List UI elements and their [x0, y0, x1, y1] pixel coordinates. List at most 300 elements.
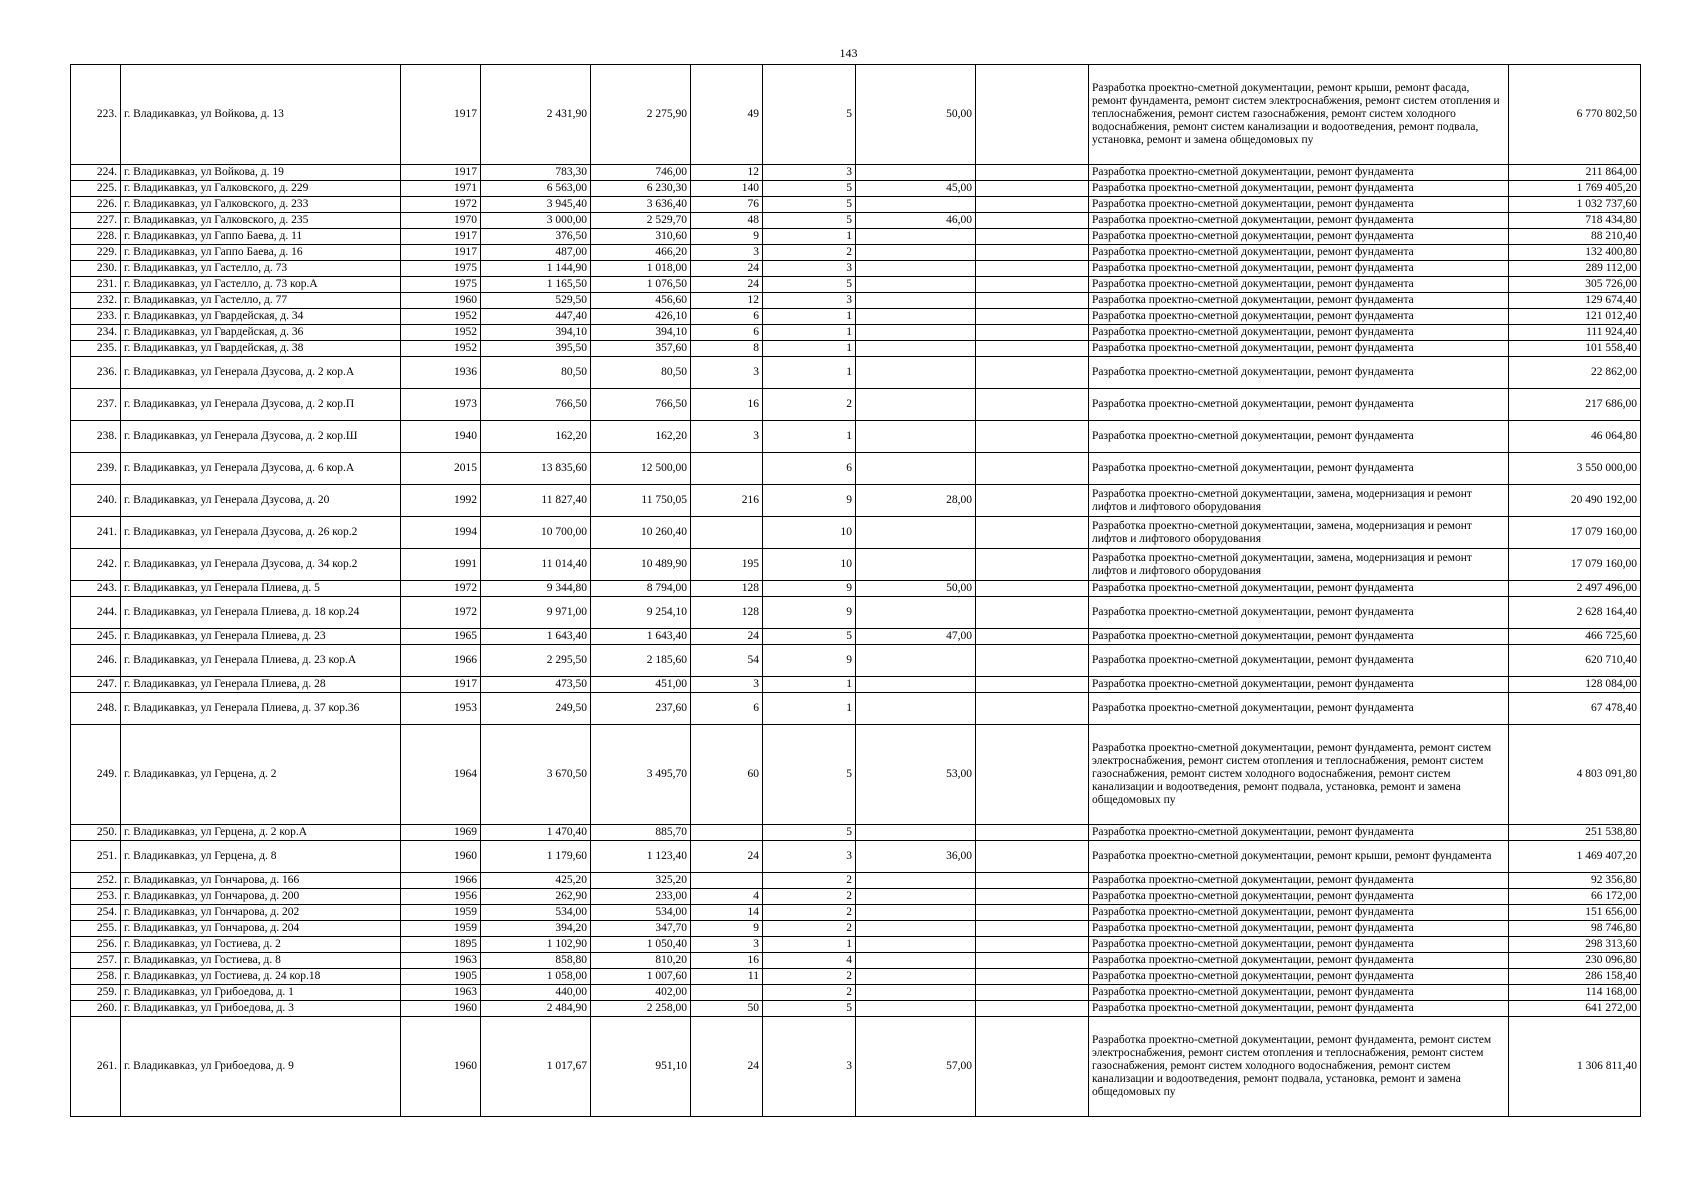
premises-area: 1 050,40 — [591, 937, 691, 953]
residents-count: 24 — [691, 629, 763, 645]
wear-percent — [856, 549, 976, 581]
residents-count: 6 — [691, 693, 763, 725]
commission-year: 1972 — [401, 197, 481, 213]
work-types: Разработка проектно-сметной документации, ремонт фундамента — [1089, 357, 1509, 389]
wear-percent — [856, 165, 976, 181]
total-area: 394,10 — [481, 325, 591, 341]
residents-count: 60 — [691, 725, 763, 825]
extra-value — [976, 293, 1089, 309]
residents-count — [691, 517, 763, 549]
row-number: 234. — [71, 325, 121, 341]
row-number: 238. — [71, 421, 121, 453]
work-types: Разработка проектно-сметной документации, ремонт фундамента — [1089, 905, 1509, 921]
building-address: г. Владикавказ, ул Грибоедова, д. 3 — [121, 1001, 401, 1017]
table-row — [71, 921, 1641, 937]
work-types: Разработка проектно-сметной документации, ремонт крыши, ремонт фундамента — [1089, 841, 1509, 873]
extra-value — [976, 841, 1089, 873]
premises-area: 233,00 — [591, 889, 691, 905]
extra-value — [976, 645, 1089, 677]
floors-count: 3 — [763, 165, 856, 181]
extra-value — [976, 873, 1089, 889]
total-area: 249,50 — [481, 693, 591, 725]
row-number: 227. — [71, 213, 121, 229]
work-cost: 641 272,00 — [1509, 1001, 1641, 1017]
floors-count: 2 — [763, 245, 856, 261]
building-address: г. Владикавказ, ул Герцена, д. 2 кор.А — [121, 825, 401, 841]
floors-count: 9 — [763, 645, 856, 677]
commission-year: 1964 — [401, 725, 481, 825]
building-address: г. Владикавказ, ул Грибоедова, д. 9 — [121, 1017, 401, 1117]
work-types: Разработка проектно-сметной документации, ремонт фундамента — [1089, 969, 1509, 985]
commission-year: 1972 — [401, 597, 481, 629]
table-row — [71, 937, 1641, 953]
extra-value — [976, 581, 1089, 597]
work-types: Разработка проектно-сметной документации, ремонт фундамента — [1089, 825, 1509, 841]
total-area: 6 563,00 — [481, 181, 591, 197]
work-types: Разработка проектно-сметной документации, ремонт фундамента — [1089, 341, 1509, 357]
commission-year: 1960 — [401, 293, 481, 309]
table-body — [71, 65, 1641, 1117]
premises-area: 162,20 — [591, 421, 691, 453]
row-number: 244. — [71, 597, 121, 629]
work-types: Разработка проектно-сметной документации, ремонт фундамента — [1089, 389, 1509, 421]
work-types: Разработка проектно-сметной документации, ремонт фундамента — [1089, 453, 1509, 485]
total-area: 9 344,80 — [481, 581, 591, 597]
building-address: г. Владикавказ, ул Гастелло, д. 73 — [121, 261, 401, 277]
row-number: 239. — [71, 453, 121, 485]
premises-area: 3 495,70 — [591, 725, 691, 825]
premises-area: 10 260,40 — [591, 517, 691, 549]
wear-percent — [856, 1001, 976, 1017]
wear-percent — [856, 645, 976, 677]
table-row — [71, 677, 1641, 693]
floors-count: 5 — [763, 825, 856, 841]
premises-area: 746,00 — [591, 165, 691, 181]
work-types: Разработка проектно-сметной документации, ремонт фундамента — [1089, 293, 1509, 309]
extra-value — [976, 677, 1089, 693]
work-cost: 305 726,00 — [1509, 277, 1641, 293]
wear-percent — [856, 341, 976, 357]
floors-count: 5 — [763, 1001, 856, 1017]
residents-count: 4 — [691, 889, 763, 905]
residents-count: 6 — [691, 309, 763, 325]
wear-percent — [856, 889, 976, 905]
work-types: Разработка проектно-сметной документации, ремонт фундамента — [1089, 245, 1509, 261]
building-address: г. Владикавказ, ул Генерала Плиева, д. 28 — [121, 677, 401, 693]
residents-count: 24 — [691, 841, 763, 873]
commission-year: 1952 — [401, 341, 481, 357]
residents-count: 49 — [691, 65, 763, 165]
row-number: 224. — [71, 165, 121, 181]
building-address: г. Владикавказ, ул Гаппо Баева, д. 16 — [121, 245, 401, 261]
work-cost: 211 864,00 — [1509, 165, 1641, 181]
work-types: Разработка проектно-сметной документации, ремонт фундамента, ремонт систем электроснабжения, ремонт систем отопления и теплоснабжения, ремонт систем газоснабжения, ремонт систем холодного водоснабжения, ремонт систем канализации и водоотведения, ремонт подвала, установка, ремонт и замена общедомовых пу — [1089, 725, 1509, 825]
building-address: г. Владикавказ, ул Галковского, д. 229 — [121, 181, 401, 197]
extra-value — [976, 969, 1089, 985]
extra-value — [976, 357, 1089, 389]
building-address: г. Владикавказ, ул Генерала Дзусова, д. 26 кор.2 — [121, 517, 401, 549]
extra-value — [976, 693, 1089, 725]
work-types: Разработка проектно-сметной документации, ремонт фундамента — [1089, 921, 1509, 937]
premises-area: 2 275,90 — [591, 65, 691, 165]
wear-percent — [856, 937, 976, 953]
total-area: 1 470,40 — [481, 825, 591, 841]
residents-count: 216 — [691, 485, 763, 517]
work-cost: 1 769 405,20 — [1509, 181, 1641, 197]
table-row — [71, 181, 1641, 197]
row-number: 242. — [71, 549, 121, 581]
premises-area: 2 258,00 — [591, 1001, 691, 1017]
row-number: 260. — [71, 1001, 121, 1017]
residents-count: 3 — [691, 937, 763, 953]
work-types: Разработка проектно-сметной документации, ремонт фундамента — [1089, 181, 1509, 197]
wear-percent — [856, 389, 976, 421]
wear-percent — [856, 517, 976, 549]
building-address: г. Владикавказ, ул Гвардейская, д. 34 — [121, 309, 401, 325]
premises-area: 1 018,00 — [591, 261, 691, 277]
premises-area: 357,60 — [591, 341, 691, 357]
building-address: г. Владикавказ, ул Войкова, д. 19 — [121, 165, 401, 181]
work-cost: 46 064,80 — [1509, 421, 1641, 453]
work-types: Разработка проектно-сметной документации, ремонт фундамента — [1089, 213, 1509, 229]
floors-count: 5 — [763, 65, 856, 165]
table-row — [71, 485, 1641, 517]
total-area: 9 971,00 — [481, 597, 591, 629]
wear-percent — [856, 357, 976, 389]
premises-area: 80,50 — [591, 357, 691, 389]
table-row — [71, 693, 1641, 725]
building-address: г. Владикавказ, ул Генерала Плиева, д. 23 — [121, 629, 401, 645]
work-cost: 101 558,40 — [1509, 341, 1641, 357]
floors-count: 1 — [763, 341, 856, 357]
premises-area: 10 489,90 — [591, 549, 691, 581]
floors-count: 5 — [763, 277, 856, 293]
work-types: Разработка проектно-сметной документации, ремонт фундамента — [1089, 645, 1509, 677]
residents-count — [691, 825, 763, 841]
table-row — [71, 905, 1641, 921]
extra-value — [976, 517, 1089, 549]
work-cost: 151 656,00 — [1509, 905, 1641, 921]
work-types: Разработка проектно-сметной документации, ремонт крыши, ремонт фасада, ремонт фундамента, ремонт систем электроснабжения, ремонт систем отопления и теплоснабжения, ремонт систем газоснабжения, ремонт систем холодного водоснабжения, ремонт систем канализации и водоотведения, ремонт подвала, установка, ремонт и замена общедомовых пу — [1089, 65, 1509, 165]
total-area: 1 144,90 — [481, 261, 591, 277]
commission-year: 1953 — [401, 693, 481, 725]
residents-count: 3 — [691, 421, 763, 453]
building-address: г. Владикавказ, ул Герцена, д. 8 — [121, 841, 401, 873]
building-address: г. Владикавказ, ул Гвардейская, д. 36 — [121, 325, 401, 341]
total-area: 394,20 — [481, 921, 591, 937]
premises-area: 6 230,30 — [591, 181, 691, 197]
work-cost: 132 400,80 — [1509, 245, 1641, 261]
table-row — [71, 1001, 1641, 1017]
floors-count: 3 — [763, 293, 856, 309]
residents-count: 3 — [691, 677, 763, 693]
total-area: 80,50 — [481, 357, 591, 389]
table-row — [71, 985, 1641, 1001]
residents-count: 48 — [691, 213, 763, 229]
row-number: 255. — [71, 921, 121, 937]
work-types: Разработка проектно-сметной документации, замена, модернизация и ремонт лифтов и лифтового оборудования — [1089, 485, 1509, 517]
extra-value — [976, 937, 1089, 953]
row-number: 251. — [71, 841, 121, 873]
work-cost: 298 313,60 — [1509, 937, 1641, 953]
commission-year: 1960 — [401, 1017, 481, 1117]
residents-count: 128 — [691, 597, 763, 629]
residents-count: 24 — [691, 1017, 763, 1117]
wear-percent — [856, 421, 976, 453]
floors-count: 9 — [763, 485, 856, 517]
total-area: 10 700,00 — [481, 517, 591, 549]
row-number: 223. — [71, 65, 121, 165]
premises-area: 1 007,60 — [591, 969, 691, 985]
wear-percent: 45,00 — [856, 181, 976, 197]
wear-percent: 28,00 — [856, 485, 976, 517]
row-number: 231. — [71, 277, 121, 293]
building-address: г. Владикавказ, ул Гаппо Баева, д. 11 — [121, 229, 401, 245]
commission-year: 1966 — [401, 645, 481, 677]
row-number: 249. — [71, 725, 121, 825]
extra-value — [976, 1001, 1089, 1017]
table-row — [71, 1017, 1641, 1117]
building-address: г. Владикавказ, ул Гончарова, д. 202 — [121, 905, 401, 921]
total-area: 2 484,90 — [481, 1001, 591, 1017]
extra-value — [976, 905, 1089, 921]
wear-percent: 36,00 — [856, 841, 976, 873]
table-row — [71, 245, 1641, 261]
floors-count: 1 — [763, 937, 856, 953]
wear-percent — [856, 309, 976, 325]
total-area: 529,50 — [481, 293, 591, 309]
row-number: 226. — [71, 197, 121, 213]
residents-count: 9 — [691, 921, 763, 937]
work-types: Разработка проектно-сметной документации, ремонт фундамента — [1089, 325, 1509, 341]
wear-percent: 50,00 — [856, 581, 976, 597]
floors-count: 2 — [763, 889, 856, 905]
row-number: 235. — [71, 341, 121, 357]
work-cost: 17 079 160,00 — [1509, 549, 1641, 581]
extra-value — [976, 889, 1089, 905]
floors-count: 2 — [763, 389, 856, 421]
extra-value — [976, 229, 1089, 245]
work-cost: 2 497 496,00 — [1509, 581, 1641, 597]
commission-year: 1969 — [401, 825, 481, 841]
floors-count: 2 — [763, 873, 856, 889]
work-types: Разработка проектно-сметной документации, ремонт фундамента — [1089, 597, 1509, 629]
table-row — [71, 725, 1641, 825]
residents-count: 12 — [691, 165, 763, 181]
extra-value — [976, 181, 1089, 197]
table-row — [71, 421, 1641, 453]
work-types: Разработка проектно-сметной документации, ремонт фундамента — [1089, 693, 1509, 725]
extra-value — [976, 421, 1089, 453]
premises-area: 466,20 — [591, 245, 691, 261]
premises-area: 8 794,00 — [591, 581, 691, 597]
table-row — [71, 357, 1641, 389]
premises-area: 766,50 — [591, 389, 691, 421]
wear-percent — [856, 921, 976, 937]
commission-year: 1966 — [401, 873, 481, 889]
building-address: г. Владикавказ, ул Генерала Дзусова, д. 2 кор.П — [121, 389, 401, 421]
floors-count: 5 — [763, 629, 856, 645]
row-number: 228. — [71, 229, 121, 245]
wear-percent — [856, 597, 976, 629]
floors-count: 9 — [763, 597, 856, 629]
commission-year: 1963 — [401, 953, 481, 969]
total-area: 447,40 — [481, 309, 591, 325]
commission-year: 1917 — [401, 229, 481, 245]
premises-area: 1 076,50 — [591, 277, 691, 293]
commission-year: 1895 — [401, 937, 481, 953]
total-area: 3 000,00 — [481, 213, 591, 229]
row-number: 236. — [71, 357, 121, 389]
building-address: г. Владикавказ, ул Генерала Дзусова, д. 20 — [121, 485, 401, 517]
extra-value — [976, 921, 1089, 937]
wear-percent — [856, 905, 976, 921]
work-cost: 718 434,80 — [1509, 213, 1641, 229]
row-number: 247. — [71, 677, 121, 693]
table-row — [71, 825, 1641, 841]
building-address: г. Владикавказ, ул Генерала Дзусова, д. 2 кор.А — [121, 357, 401, 389]
floors-count: 1 — [763, 693, 856, 725]
commission-year: 1975 — [401, 277, 481, 293]
residents-count: 54 — [691, 645, 763, 677]
residents-count: 16 — [691, 953, 763, 969]
work-cost: 2 628 164,40 — [1509, 597, 1641, 629]
wear-percent: 47,00 — [856, 629, 976, 645]
extra-value — [976, 261, 1089, 277]
wear-percent: 50,00 — [856, 65, 976, 165]
residents-count: 11 — [691, 969, 763, 985]
work-types: Разработка проектно-сметной документации, замена, модернизация и ремонт лифтов и лифтового оборудования — [1089, 517, 1509, 549]
wear-percent — [856, 453, 976, 485]
premises-area: 402,00 — [591, 985, 691, 1001]
floors-count: 4 — [763, 953, 856, 969]
work-types: Разработка проектно-сметной документации, ремонт фундамента — [1089, 277, 1509, 293]
residents-count: 6 — [691, 325, 763, 341]
work-cost: 17 079 160,00 — [1509, 517, 1641, 549]
wear-percent — [856, 677, 976, 693]
total-area: 13 835,60 — [481, 453, 591, 485]
total-area: 1 058,00 — [481, 969, 591, 985]
premises-area: 885,70 — [591, 825, 691, 841]
extra-value — [976, 453, 1089, 485]
commission-year: 1992 — [401, 485, 481, 517]
table-row — [71, 277, 1641, 293]
residents-count: 8 — [691, 341, 763, 357]
building-address: г. Владикавказ, ул Гончарова, д. 204 — [121, 921, 401, 937]
work-types: Разработка проектно-сметной документации, ремонт фундамента — [1089, 309, 1509, 325]
row-number: 261. — [71, 1017, 121, 1117]
residents-count: 24 — [691, 261, 763, 277]
total-area: 395,50 — [481, 341, 591, 357]
work-types: Разработка проектно-сметной документации, ремонт фундамента, ремонт систем электроснабжения, ремонт систем отопления и теплоснабжения, ремонт систем газоснабжения, ремонт систем холодного водоснабжения, ремонт систем канализации и водоотведения, ремонт подвала, установка, ремонт и замена общедомовых пу — [1089, 1017, 1509, 1117]
total-area: 1 017,67 — [481, 1017, 591, 1117]
building-address: г. Владикавказ, ул Генерала Дзусова, д. 2 кор.Ш — [121, 421, 401, 453]
building-address: г. Владикавказ, ул Гончарова, д. 166 — [121, 873, 401, 889]
building-address: г. Владикавказ, ул Генерала Дзусова, д. 34 кор.2 — [121, 549, 401, 581]
commission-year: 1917 — [401, 245, 481, 261]
work-cost: 22 862,00 — [1509, 357, 1641, 389]
work-cost: 620 710,40 — [1509, 645, 1641, 677]
table-row — [71, 889, 1641, 905]
commission-year: 1905 — [401, 969, 481, 985]
table-row — [71, 597, 1641, 629]
row-number: 259. — [71, 985, 121, 1001]
floors-count: 3 — [763, 841, 856, 873]
page-number: 143 — [839, 46, 858, 60]
extra-value — [976, 485, 1089, 517]
work-cost: 88 210,40 — [1509, 229, 1641, 245]
work-cost: 67 478,40 — [1509, 693, 1641, 725]
floors-count: 5 — [763, 181, 856, 197]
building-address: г. Владикавказ, ул Гостиева, д. 8 — [121, 953, 401, 969]
wear-percent — [856, 197, 976, 213]
premises-area: 2 185,60 — [591, 645, 691, 677]
table-row — [71, 165, 1641, 181]
building-address: г. Владикавказ, ул Галковского, д. 235 — [121, 213, 401, 229]
floors-count: 10 — [763, 517, 856, 549]
work-types: Разработка проектно-сметной документации, ремонт фундамента — [1089, 261, 1509, 277]
extra-value — [976, 725, 1089, 825]
premises-area: 951,10 — [591, 1017, 691, 1117]
table-row — [71, 969, 1641, 985]
table-row — [71, 197, 1641, 213]
work-types: Разработка проектно-сметной документации, ремонт фундамента — [1089, 197, 1509, 213]
total-area: 11 014,40 — [481, 549, 591, 581]
extra-value — [976, 1017, 1089, 1117]
wear-percent: 53,00 — [856, 725, 976, 825]
floors-count: 1 — [763, 229, 856, 245]
row-number: 229. — [71, 245, 121, 261]
premises-area: 237,60 — [591, 693, 691, 725]
residents-count: 14 — [691, 905, 763, 921]
commission-year: 1917 — [401, 165, 481, 181]
work-types: Разработка проектно-сметной документации, ремонт фундамента — [1089, 937, 1509, 953]
building-address: г. Владикавказ, ул Грибоедова, д. 1 — [121, 985, 401, 1001]
work-types: Разработка проектно-сметной документации, ремонт фундамента — [1089, 873, 1509, 889]
work-cost: 4 803 091,80 — [1509, 725, 1641, 825]
work-types: Разработка проектно-сметной документации, замена, модернизация и ремонт лифтов и лифтового оборудования — [1089, 549, 1509, 581]
row-number: 246. — [71, 645, 121, 677]
table-row — [71, 873, 1641, 889]
residents-count: 140 — [691, 181, 763, 197]
building-address: г. Владикавказ, ул Гостиева, д. 24 кор.18 — [121, 969, 401, 985]
floors-count: 9 — [763, 581, 856, 597]
row-number: 252. — [71, 873, 121, 889]
commission-year: 1971 — [401, 181, 481, 197]
wear-percent — [856, 293, 976, 309]
premises-area: 310,60 — [591, 229, 691, 245]
total-area: 473,50 — [481, 677, 591, 693]
premises-area: 325,20 — [591, 873, 691, 889]
work-cost: 6 770 802,50 — [1509, 65, 1641, 165]
floors-count: 10 — [763, 549, 856, 581]
table-row — [71, 65, 1641, 165]
row-number: 245. — [71, 629, 121, 645]
premises-area: 426,10 — [591, 309, 691, 325]
table-row — [71, 389, 1641, 421]
total-area: 2 295,50 — [481, 645, 591, 677]
building-address: г. Владикавказ, ул Генерала Плиева, д. 18 кор.24 — [121, 597, 401, 629]
row-number: 232. — [71, 293, 121, 309]
wear-percent — [856, 229, 976, 245]
extra-value — [976, 549, 1089, 581]
table-row — [71, 581, 1641, 597]
table-row — [71, 229, 1641, 245]
premises-area: 12 500,00 — [591, 453, 691, 485]
table-row — [71, 341, 1641, 357]
row-number: 254. — [71, 905, 121, 921]
work-cost: 1 032 737,60 — [1509, 197, 1641, 213]
